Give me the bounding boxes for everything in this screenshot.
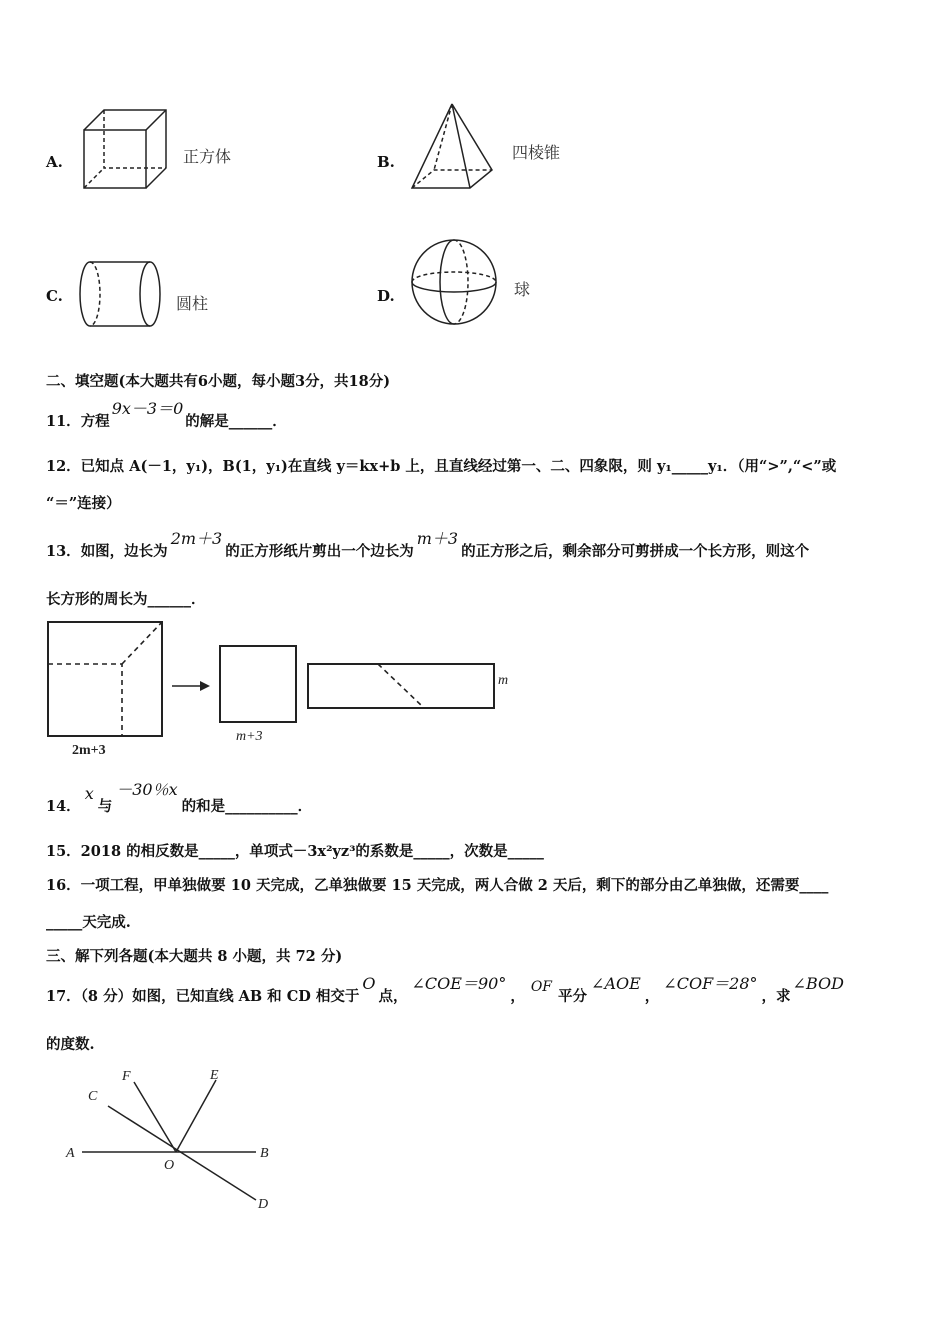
question-16-line-1: 16．一项工程，甲单独做要 10 天完成，乙单独做要 15 天完成，两人合做 2 天后，剩下的部分由乙单独做，还需要____	[46, 877, 829, 894]
q13-expr-1: 2m＋3	[170, 529, 223, 548]
q13-expr-2: m＋3	[416, 529, 459, 548]
label-f: F	[122, 1069, 131, 1084]
label-o: O	[164, 1158, 175, 1173]
q17-figure	[64, 1066, 284, 1216]
section-3-heading: 三、解下列各题(本大题共 8 小题，共 72 分)	[46, 948, 343, 965]
question-16-line-2: _____天完成.	[46, 914, 131, 931]
q14-number: 14．	[46, 798, 81, 815]
q13-mid: 的正方形纸片剪出一个边长为	[225, 543, 414, 560]
q14-mid: 与	[97, 798, 113, 815]
q14-x: x	[84, 784, 94, 803]
pyramid-icon	[408, 100, 500, 192]
q17-t2: ，	[510, 988, 525, 1005]
question-17-line-2: 的度数.	[46, 1036, 95, 1053]
q11-post: 的解是______．	[185, 413, 287, 430]
q14-expr: －30％x	[116, 780, 178, 799]
question-13-line-1	[46, 529, 810, 561]
q17-number: 17．	[46, 988, 81, 1005]
big-square	[48, 622, 162, 736]
question-11	[46, 399, 287, 431]
option-c-caption: 圆柱	[176, 294, 209, 313]
section-2-heading: 二、填空题(本大题共有6小题，每小题3分，共18分)	[46, 373, 391, 390]
q17-angle-bod: ∠BOD	[792, 974, 844, 993]
question-12-line-2: “＝”连接）	[46, 495, 121, 512]
question-12-line-1: 12．已知点 A(－1，y₁)，B(1，y₁)在直线 y＝kx+b 上，且直线经过第一、二、四象限，则 y₁_____y₁．（用“>”,“<”或	[46, 458, 837, 475]
q11-number: 11．	[46, 413, 81, 430]
q17-of: OF	[530, 979, 553, 995]
question-14	[46, 780, 313, 816]
label-b: B	[260, 1146, 269, 1161]
q17-pre: （8 分）如图，已知直线 AB 和 CD 相交于	[80, 988, 360, 1005]
question-15: 15．2018 的相反数是_____，单项式－3x²yz³的系数是_____，次数是_____	[46, 843, 544, 860]
option-a-label: A.	[46, 153, 63, 171]
cylinder-icon	[78, 260, 166, 330]
option-c-label: C.	[46, 287, 63, 305]
question-13-line-2: 长方形的周长为______．	[46, 591, 206, 608]
sphere-icon	[410, 238, 500, 330]
q11-pre: 方程	[80, 413, 110, 430]
q13-figure	[44, 618, 524, 758]
q11-equation: 9x－3＝0	[111, 399, 184, 418]
q17-angle-aoe: ∠AOE	[591, 974, 641, 993]
label-2m3: 2m+3	[72, 743, 106, 758]
option-b-label: B.	[377, 153, 395, 171]
option-d-caption: 球	[514, 280, 531, 299]
q13-post: 的正方形之后，剩余部分可剪拼成一个长方形，则这个	[461, 543, 810, 560]
label-m: m	[498, 673, 509, 688]
line-cd	[108, 1106, 256, 1200]
q17-point-o: O	[362, 974, 376, 993]
ray-oe	[176, 1080, 216, 1152]
label-e: E	[210, 1068, 219, 1083]
label-c: C	[88, 1089, 98, 1104]
q17-angle-cof: ∠COF＝28°	[663, 974, 758, 993]
option-a-caption: 正方体	[183, 147, 232, 166]
q17-t5: ，求	[761, 988, 791, 1005]
small-square	[220, 646, 296, 722]
q17-t3: 平分	[558, 988, 588, 1005]
q17-t1: 点，	[378, 988, 408, 1005]
label-m3: m+3	[236, 729, 263, 744]
label-a: A	[66, 1146, 75, 1161]
label-d: D	[258, 1197, 269, 1212]
ray-of	[134, 1082, 176, 1152]
q13-number: 13．	[46, 543, 81, 560]
option-b-caption: 四棱锥	[512, 143, 561, 162]
q17-angle-coe: ∠COE＝90°	[411, 974, 507, 993]
cube-icon	[80, 106, 170, 190]
q13-pre: 如图，边长为	[80, 543, 168, 560]
option-d-label: D.	[377, 287, 395, 305]
q17-t4: ，	[644, 988, 660, 1005]
q14-post: 的和是__________．	[181, 798, 313, 815]
question-17-line-1	[46, 974, 846, 1006]
